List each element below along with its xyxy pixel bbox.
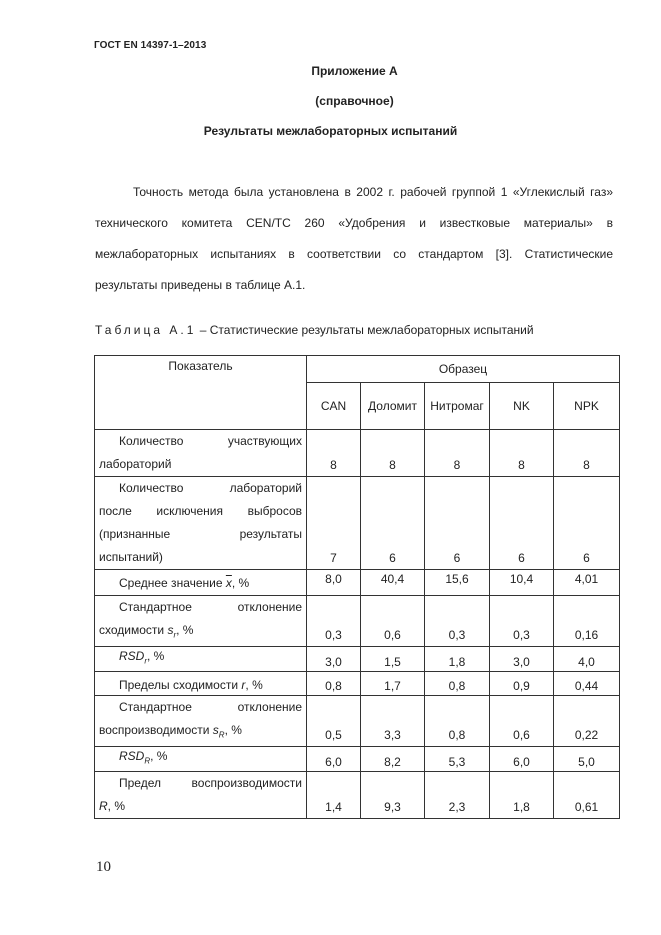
appendix-title: Приложение А — [311, 64, 398, 78]
table-row — [95, 747, 620, 771]
row-label: Стандартное отклонение сходимости $s_r$, % — [95, 596, 307, 647]
appendix-heading: Результаты межлабораторных испытаний — [203, 124, 458, 138]
table-cell: 1,5 — [361, 647, 425, 671]
table-row — [95, 430, 620, 477]
table-cell: 0,8 — [307, 671, 361, 695]
page-number: 10 — [96, 859, 111, 875]
table-cell: 8 — [490, 430, 554, 477]
row-label: Пределы сходимости r, % — [95, 671, 307, 695]
sample-header: NK — [490, 383, 554, 430]
table-caption-prefix: Таблица А.1 — [95, 323, 197, 337]
table-cell: 0,16 — [554, 596, 620, 647]
table-cell: 2,3 — [425, 771, 490, 818]
table-cell: 1,4 — [307, 771, 361, 818]
table-cell: 8 — [307, 430, 361, 477]
row-label: Среднее значение $\overline{x}$, % — [95, 570, 307, 596]
table-cell: 8,0 — [307, 570, 361, 596]
row-label: $RSD_r$, % — [95, 647, 307, 671]
table-cell: 0,6 — [490, 695, 554, 746]
table-cell: 0,8 — [425, 671, 490, 695]
row-label: Стандартное отклонение воспроизводимости $s_R$, % — [95, 695, 307, 746]
table-cell: 3,0 — [307, 647, 361, 671]
sample-header: Нитромаг — [425, 383, 490, 430]
table-cell: 6 — [361, 477, 425, 570]
table-cell: 5,0 — [554, 747, 620, 771]
table-row — [95, 695, 620, 746]
mean-symbol: $\overline{x}$ — [225, 576, 232, 590]
table-row — [95, 477, 620, 570]
table-cell: 8,2 — [361, 747, 425, 771]
body-paragraph-text: Точность метода была установлена в 2002 г. рабочей группой 1 «Углекислый газ» технического комитета CEN/TC 260 «Удобрения и известковые материалы» в межлабораторных испытаниях в соответствии со стандартом [3]. Статистические результаты приведены в таблице А.1. — [95, 185, 613, 292]
column-header-sample: Образец — [307, 356, 620, 383]
table-cell: 7 — [307, 477, 361, 570]
table-cell: 4,01 — [554, 570, 620, 596]
table-cell: 0,61 — [554, 771, 620, 818]
table-cell: 0,6 — [361, 596, 425, 647]
table-cell: 6,0 — [490, 747, 554, 771]
table-cell: 6 — [554, 477, 620, 570]
results-table — [94, 355, 620, 819]
table-cell: 6 — [425, 477, 490, 570]
table-cell: 9,3 — [361, 771, 425, 818]
table-caption — [95, 323, 534, 337]
table-cell: 0,22 — [554, 695, 620, 746]
appendix-subtitle: (справочное) — [315, 94, 394, 108]
standard-code: ГОСТ EN 14397-1–2013 — [94, 40, 207, 51]
table-cell: 0,3 — [490, 596, 554, 647]
table-cell: 1,8 — [425, 647, 490, 671]
table-cell: 15,6 — [425, 570, 490, 596]
body-paragraph — [95, 177, 613, 301]
table-cell: 1,8 — [490, 771, 554, 818]
row-label: Предел воспроизводимости R, % — [95, 771, 307, 818]
table-cell: 3,3 — [361, 695, 425, 746]
table-cell: 6,0 — [307, 747, 361, 771]
table-cell: 0,3 — [425, 596, 490, 647]
table-cell: 0,3 — [307, 596, 361, 647]
table-cell: 0,8 — [425, 695, 490, 746]
sample-header: CAN — [307, 383, 361, 430]
table-row — [95, 671, 620, 695]
table-cell: 40,4 — [361, 570, 425, 596]
table-cell: 8 — [554, 430, 620, 477]
table-cell: 1,7 — [361, 671, 425, 695]
table-cell: 0,9 — [490, 671, 554, 695]
sample-header: NPK — [554, 383, 620, 430]
table-cell: 6 — [490, 477, 554, 570]
table-cell: 0,5 — [307, 695, 361, 746]
row-label: $RSD_R$, % — [95, 747, 307, 771]
table-row — [95, 570, 620, 596]
table-cell: 8 — [425, 430, 490, 477]
sample-header: Доломит — [361, 383, 425, 430]
table-cell: 0,44 — [554, 671, 620, 695]
table-row — [95, 596, 620, 647]
row-label: Количество лабораторий после исключения выбросов (признанные результаты испытаний) — [95, 477, 307, 570]
table-row — [95, 771, 620, 818]
table-cell: 8 — [361, 430, 425, 477]
table-cell: 5,3 — [425, 747, 490, 771]
table-caption-text: – Статистические результаты межлабораторных испытаний — [199, 323, 534, 337]
table-cell: 10,4 — [490, 570, 554, 596]
table-row — [95, 647, 620, 671]
table-cell: 3,0 — [490, 647, 554, 671]
column-header-indicator: Показатель — [95, 356, 307, 430]
table-cell: 4,0 — [554, 647, 620, 671]
row-label: Количество участвующих лабораторий — [95, 430, 307, 477]
